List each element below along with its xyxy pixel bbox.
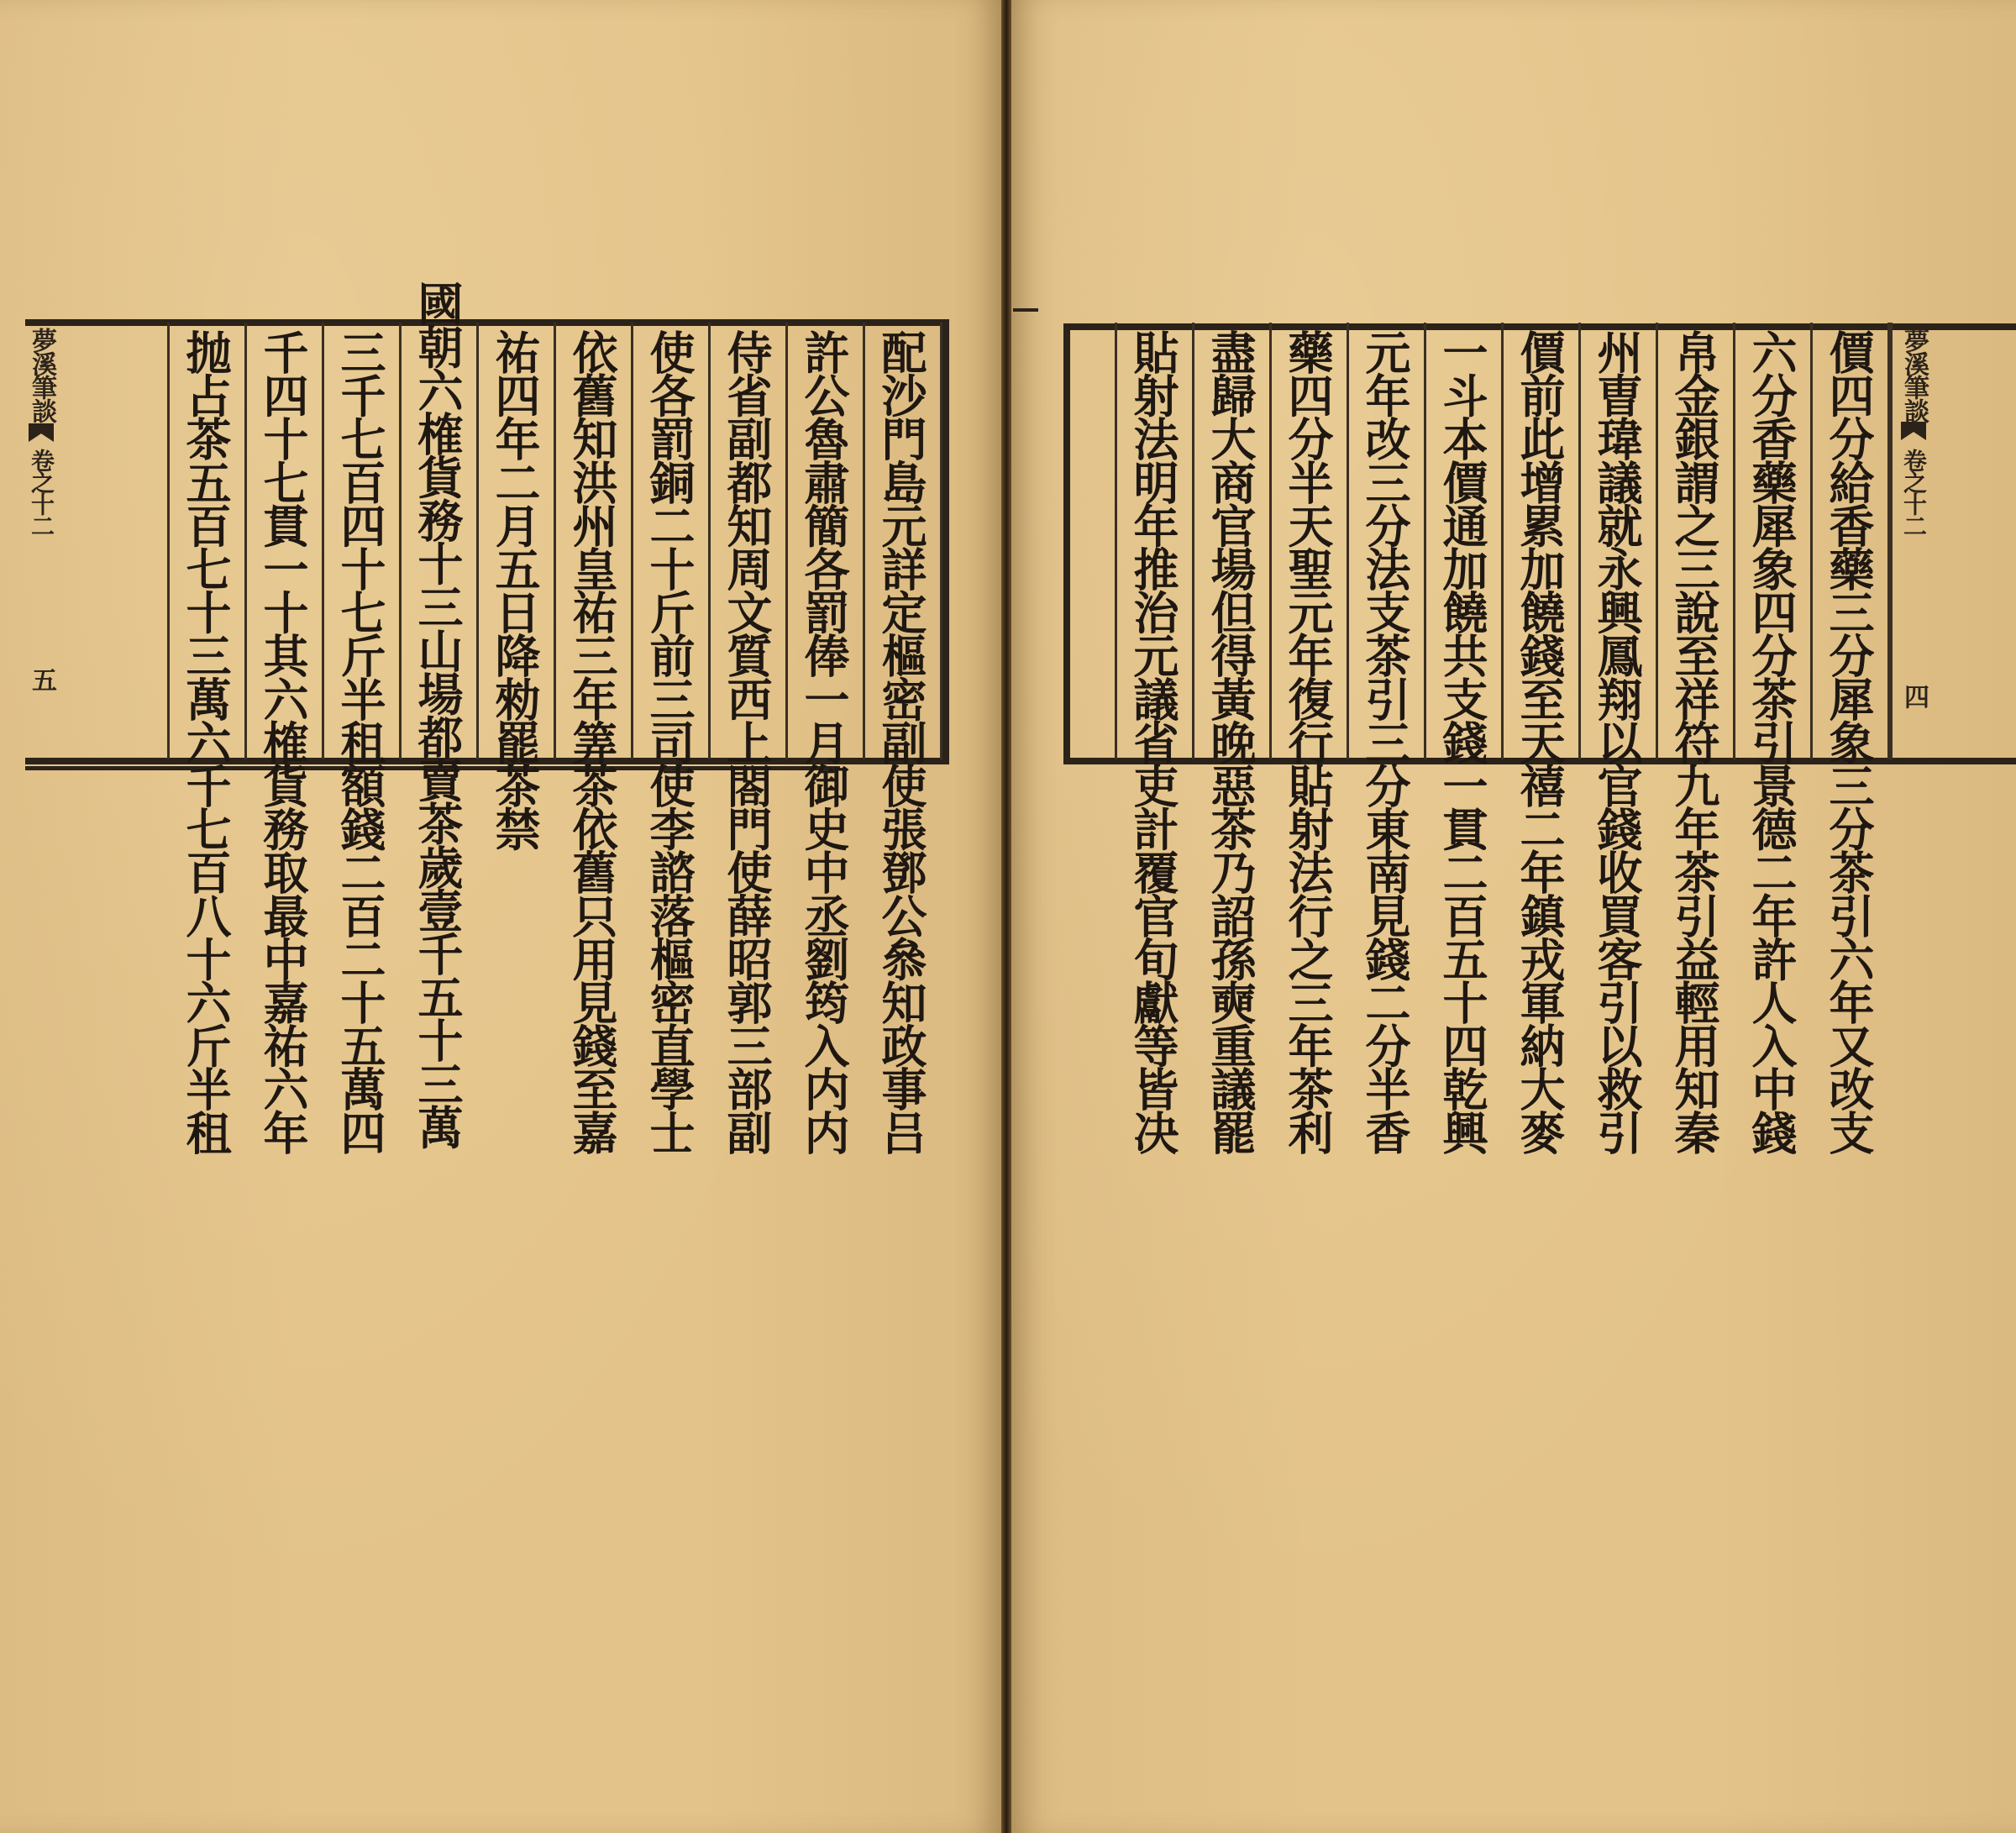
margin-tick xyxy=(1013,308,1038,312)
edge-book-title-right: 夢溪筆談 xyxy=(1899,328,1929,422)
text-column-r10: 貼射法明年推治元議省吏計覆官旬獻等皆决 xyxy=(1117,323,1194,759)
left-page xyxy=(0,0,1001,1833)
edge-volume-label: 卷之十二 xyxy=(28,449,55,536)
edge-book-title: 夢溪筆談 xyxy=(27,328,56,422)
text-column-7: 國朝六榷貨務十三山場都賣茶歲壹千五十三萬 xyxy=(402,323,479,759)
text-column-r5: 價前此增累加饒錢至天禧二年鎮戎軍納大麥 xyxy=(1504,323,1581,759)
page-number-right: 四 xyxy=(1899,684,1929,709)
text-column-r1: 價四分給香藥三分犀象三分茶引六年又改支 xyxy=(1813,323,1890,759)
text-column-r4: 州曺瑋議就永興鳳翔以官錢收買客引以救引 xyxy=(1581,323,1658,759)
text-column-8: 三千七百四十七斤半租額錢二百二十五萬四 xyxy=(324,323,402,759)
text-column-5: 依舊知洪州皇祐三年筭茶依舊只用見錢至嘉 xyxy=(556,323,633,759)
text-column-1: 配沙門島元詳定樞密副使張鄧公叅知政事吕 xyxy=(865,323,942,759)
text-column-9: 千四十七貫一十其六榷貨務取最中嘉祐六年 xyxy=(247,323,324,759)
text-column-r2: 六分香藥犀象四分茶引景德二年許人入中錢 xyxy=(1735,323,1813,759)
text-column-3: 侍省副都知周文質西上閤門使薛昭郭三部副 xyxy=(711,323,788,759)
text-column-10: 抛占茶五百七十三萬六千七百八十六斤半租 xyxy=(170,323,247,759)
text-column-r8: 藥四分半天聖元年復行貼射法行之三年茶利 xyxy=(1272,323,1349,759)
edge-volume-label-right: 卷之十二 xyxy=(1900,449,1928,536)
text-column-r9: 盡歸大商官場但得黃晚惡茶乃詔孫奭重議罷 xyxy=(1194,323,1272,759)
text-column-r3: 帛金銀謂之三說至祥符九年茶引益輕用知秦 xyxy=(1658,323,1735,759)
right-page xyxy=(1011,0,2016,1833)
text-column-blank xyxy=(57,323,170,759)
text-column-4: 使各罰銅二十斤前三司使李諮落樞密直學士 xyxy=(633,323,711,759)
right-edge-strip xyxy=(1890,323,2016,759)
text-column-r7: 元年改三分法支茶引三分東南見錢二分半香 xyxy=(1349,323,1426,759)
text-column-margin xyxy=(1074,323,1117,759)
text-column-2: 許公魯肅簡各罰俸一月御史中丞劉筠入内内 xyxy=(788,323,865,759)
text-column-6: 祐四年二月五日降勑罷茶禁 xyxy=(479,323,556,759)
spine xyxy=(1001,0,1011,1833)
page-number: 五 xyxy=(27,667,56,692)
text-column-r6: 一斗本價通加饒共支錢一貫二百五十四乾興 xyxy=(1426,323,1504,759)
left-edge-strip xyxy=(25,323,57,759)
fishtail-mark xyxy=(29,423,54,442)
fishtail-mark-right xyxy=(1901,422,1926,440)
